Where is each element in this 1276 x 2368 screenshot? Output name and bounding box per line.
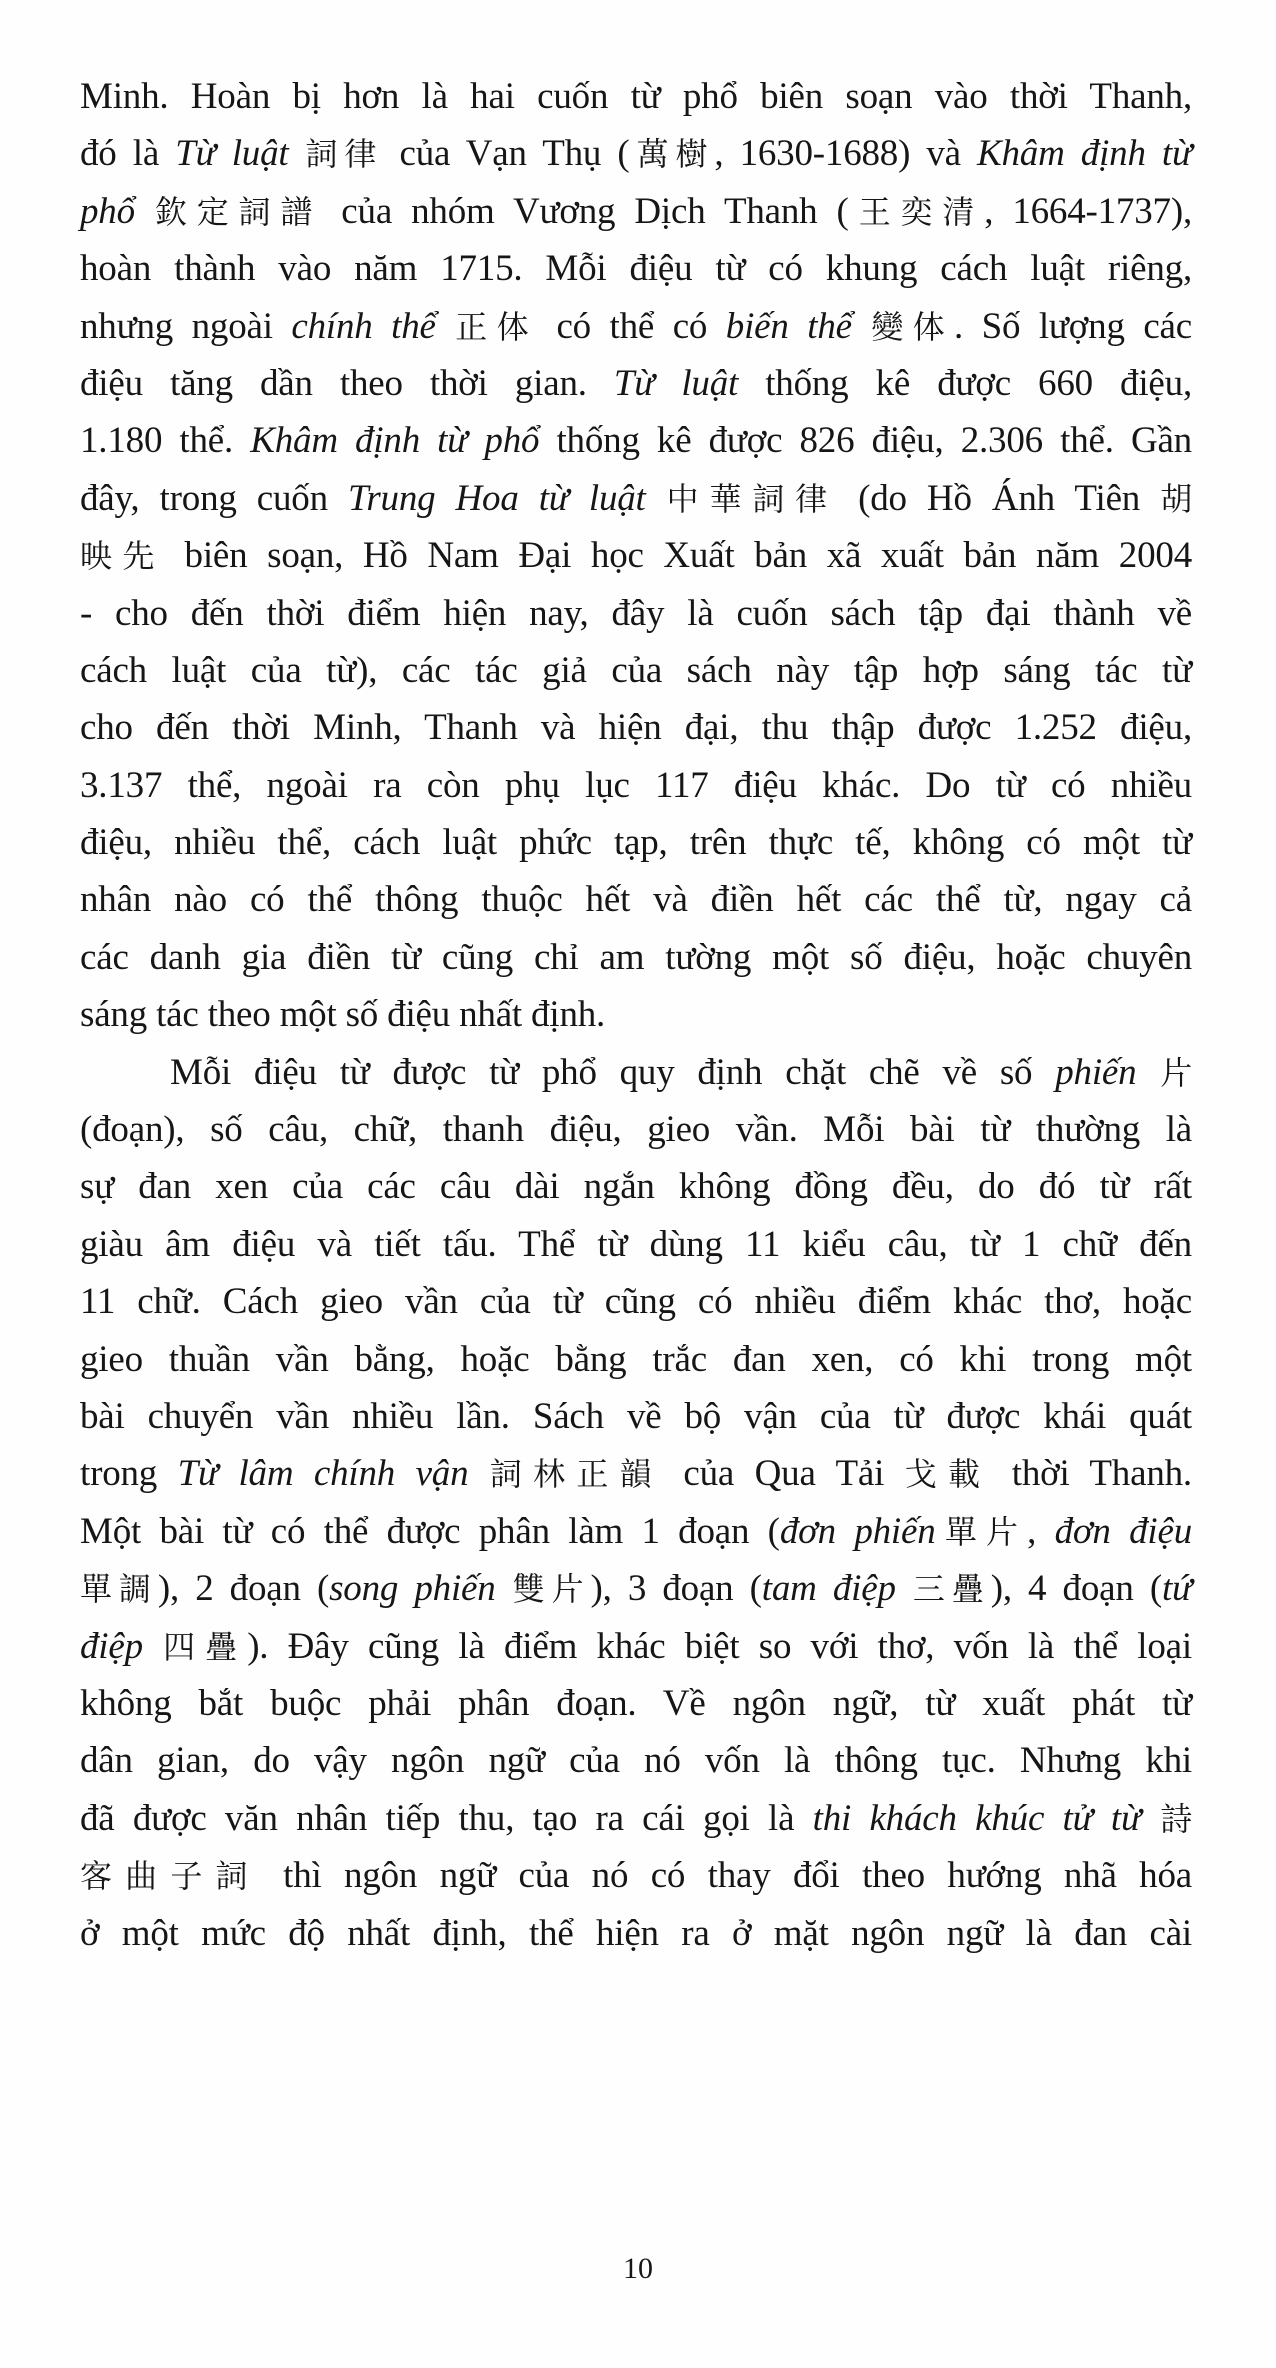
text-line [80,642,1192,699]
text-line [80,699,1192,756]
text-line [80,1847,1192,1904]
text-run: 1.180 thể. [80,420,251,462]
italic-text: đơn điệu [1054,1510,1193,1552]
text-run: (đoạn), số câu, chữ, thanh điệu, gieo vần. Mỗi bài từ thường là [80,1109,1192,1151]
text-run: - cho đến thời điểm hiện nay, đây là cuốn sách tập đại thành về [80,592,1192,634]
cjk-text: 單調 [80,1570,158,1609]
text-line [80,68,1192,125]
text-line [80,814,1192,871]
text-line [80,929,1192,986]
text-line [80,1675,1192,1732]
cjk-text: 三疊 [895,1570,991,1609]
text-run: hoàn thành vào năm 1715. Mỗi điệu từ có khung cách luật riêng, [80,248,1192,290]
text-line [80,757,1192,814]
text-run: thời Thanh. [991,1453,1192,1495]
text-run: ), 2 đoạn ( [157,1568,330,1610]
text-run: đây, trong cuốn [80,477,348,519]
text-run: ở một mức độ nhất định, thể hiện ra ở mặt ngôn ngữ là đan cài [80,1912,1192,1954]
italic-text: chính thể [291,305,436,347]
cjk-text: 雙片 [495,1570,591,1609]
cjk-text: 客曲子詞 [80,1857,261,1896]
text-run: biên soạn, Hồ Nam Đại học Xuất bản xã xuất bản năm 2004 [164,535,1192,577]
text-run: thống kê được 826 điệu, 2.306 thể. Gần [539,420,1192,462]
page-number: 10 [623,2252,653,2285]
italic-text: Khâm định từ [977,133,1192,175]
text-run: ), 3 đoạn ( [590,1568,762,1610]
text-run: của Vạn Thụ ( [383,133,630,175]
italic-text: Trung Hoa từ luật [347,477,646,519]
cjk-text: 詞律 [288,135,384,174]
text-run: điệu tăng dần theo thời gian. [80,362,614,404]
text-run: sự đan xen của các câu dài ngắn không đồng đều, do đó từ rất [80,1166,1192,1208]
cjk-text: 戈載 [904,1455,992,1494]
text-run: cách luật của từ), các tác giả của sách này tập hợp sáng tác từ [80,649,1192,691]
text-run: nhưng ngoài [80,305,292,347]
text-line [80,1905,1192,1962]
text-run: đã được văn nhân tiếp thu, tạo ra cái gọi là [80,1797,813,1839]
text-line [80,1216,1192,1273]
text-run: (do Hồ Ánh Tiên [838,477,1161,519]
text-run: . Số lượng các [954,305,1192,347]
text-run: Một bài từ có thể được phân làm 1 đoạn ( [80,1510,780,1552]
cjk-text: 正体 [435,307,538,346]
text-line [80,585,1192,642]
italic-text: Từ lâm chính vận [177,1453,469,1495]
text-line [80,1101,1192,1158]
cjk-text: 欽定詞譜 [134,192,323,231]
text-line [80,1790,1192,1847]
text-line [80,871,1192,928]
text-run: giàu âm điệu và tiết tấu. Thể từ dùng 11 kiểu câu, từ 1 chữ đến [80,1223,1192,1265]
text-run: không bắt buộc phải phân đoạn. Về ngôn ngữ, từ xuất phát từ [80,1682,1192,1724]
cjk-text: 片 [1136,1053,1192,1092]
cjk-text: 中華詞律 [645,479,839,518]
paragraph [80,1044,1192,1962]
text-run: ), 4 đoạn ( [990,1568,1162,1610]
text-run: , 1630-1688) và [714,133,978,175]
text-line [80,527,1192,584]
cjk-text: 映先 [80,537,165,576]
text-run: các danh gia điền từ cũng chỉ am tường một số điệu, hoặc chuyên [80,936,1192,978]
text-run: ). Đây cũng là điểm khác biệt so với thơ, vốn là thể loại [247,1625,1192,1667]
text-line [80,1503,1192,1560]
text-line [80,1044,1192,1101]
text-run: sáng tác theo một số điệu nhất định. [80,994,606,1036]
text-run: gieo thuần vần bằng, hoặc bằng trắc đan xen, có khi trong một [80,1338,1192,1380]
cjk-text: 四疊 [142,1627,248,1666]
text-run: Minh. Hoàn bị hơn là hai cuốn từ phổ biên soạn vào thời Thanh, [80,76,1192,117]
text-run: trong [80,1453,178,1495]
cjk-text: 胡 [1160,479,1192,518]
text-run: 3.137 thể, ngoài ra còn phụ lục 117 điệu khác. Do từ có nhiều [80,764,1192,806]
cjk-text: 變体 [851,307,954,346]
text-run: thì ngôn ngữ của nó có thay đổi theo hướng nhã hóa [260,1855,1192,1897]
text-run: 11 chữ. Cách gieo vần của từ cũng có nhiều điểm khác thơ, hoặc [80,1281,1192,1323]
text-line [80,1331,1192,1388]
text-line [80,1158,1192,1215]
text-line [80,240,1192,297]
text-run: có thể có [537,305,726,347]
text-run: , [1027,1510,1055,1552]
italic-text: biến thể [725,305,852,347]
italic-text: phiến [1055,1051,1137,1093]
text-line [80,355,1192,412]
italic-text: Từ luật [175,133,289,175]
text-line [80,412,1192,469]
cjk-text: 王奕清 [848,192,985,231]
text-line [80,1273,1192,1330]
text-run: của Qua Tải [662,1453,905,1495]
italic-text: phổ [80,190,135,232]
text-run: dân gian, do vậy ngôn ngữ của nó vốn là thông tục. Nhưng khi [80,1740,1192,1782]
cjk-text: 單片 [935,1512,1028,1551]
italic-text: tam điệp [761,1568,896,1610]
text-line [80,183,1192,240]
text-line [80,1388,1192,1445]
text-run: điệu, nhiều thể, cách luật phức tạp, trên thực tế, không có một từ [80,822,1192,864]
text-line [80,1732,1192,1789]
italic-text: đơn phiến [779,1510,936,1552]
text-line [80,1560,1192,1617]
cjk-text: 詩 [1140,1799,1193,1838]
text-line [80,298,1192,355]
body-text [80,68,1192,1962]
paragraph [80,68,1192,1044]
cjk-text: 詞林正韻 [468,1455,663,1494]
text-line [80,1618,1192,1675]
italic-text: thi khách khúc tử từ [812,1797,1141,1839]
text-run: bài chuyển vần nhiều lần. Sách về bộ vận của từ được khái quát [80,1395,1192,1437]
text-run: thống kê được 660 điệu, [738,362,1192,404]
text-run: đó là [80,133,176,175]
italic-text: song phiến [329,1568,496,1610]
text-run: của nhóm Vương Dịch Thanh ( [322,190,849,232]
italic-text: tứ [1161,1568,1192,1610]
text-line [80,1445,1192,1502]
italic-text: Từ luật [613,362,739,404]
text-line [80,125,1192,182]
italic-text: Khâm định từ phổ [250,420,540,462]
text-run: , 1664-1737), [984,190,1193,232]
text-run: cho đến thời Minh, Thanh và hiện đại, thu thập được 1.252 điệu, [80,707,1192,749]
cjk-text: 萬樹 [629,135,715,174]
text-line [80,986,1192,1043]
text-run: Mỗi điệu từ được từ phổ quy định chặt chẽ về số [170,1051,1056,1093]
text-line [80,470,1192,527]
italic-text: điệp [80,1625,143,1667]
text-run: nhân nào có thể thông thuộc hết và điền hết các thể từ, ngay cả [80,879,1192,921]
